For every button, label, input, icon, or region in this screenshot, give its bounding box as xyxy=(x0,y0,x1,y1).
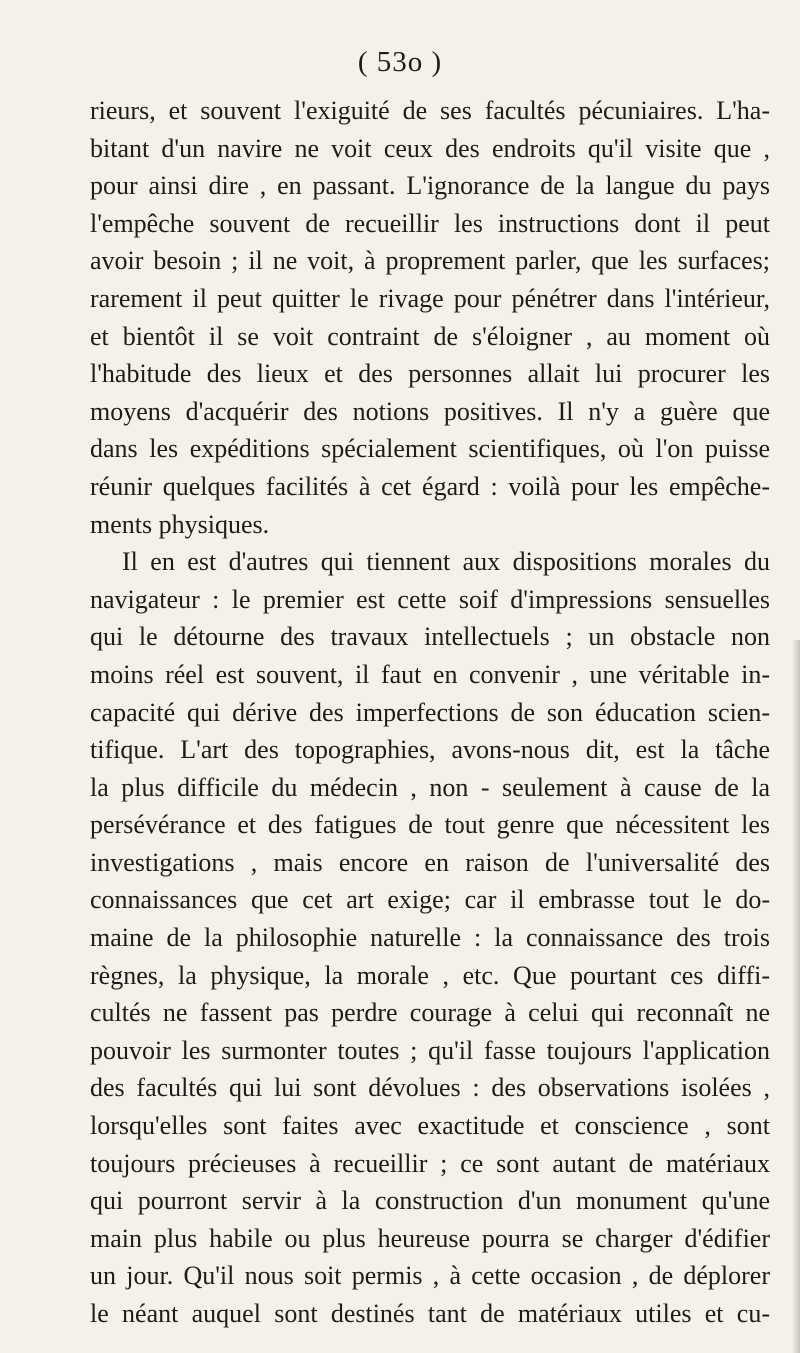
text-line: pouvoir les surmonter toutes ; qu'il fasse toujours l'application xyxy=(90,1035,770,1065)
text-line: investigations , mais encore en raison de l'universalité des xyxy=(90,847,770,877)
text-line: bitant d'un navire ne voit ceux des endroits qu'il visite que , xyxy=(90,133,770,163)
text-line: l'empêche souvent de recueillir les instructions dont il peut xyxy=(90,208,770,238)
paragraph-end-line: ments physiques. xyxy=(90,509,270,539)
text-line: la plus difficile du médecin , non - seulement à cause de la xyxy=(90,772,770,802)
text-line: main plus habile ou plus heureuse pourra se charger d'édifier xyxy=(90,1223,770,1253)
text-line: maine de la philosophie naturelle : la connaissance des trois xyxy=(90,923,770,953)
text-line: lorsqu'elles sont faites avec exactitude et conscience , sont xyxy=(90,1111,770,1141)
text-line: tifique. L'art des topographies, avons-nous dit, est la tâche xyxy=(90,735,770,765)
text-line: pour ainsi dire , en passant. L'ignorance de la langue du pays xyxy=(90,171,770,201)
text-line: l'habitude des lieux et des personnes allait lui procurer les xyxy=(90,359,770,389)
body-text xyxy=(90,92,770,1333)
text-line: qui le détourne des travaux intellectuels ; un obstacle non xyxy=(90,622,770,652)
text-line: capacité qui dérive des imperfections de son éducation scien- xyxy=(90,697,770,727)
text-line: le néant auquel sont destinés tant de matériaux utiles et cu- xyxy=(90,1299,770,1328)
text-line: qui pourront servir à la construction d'un monument qu'une xyxy=(90,1186,770,1216)
text-line: dans les expéditions spécialement scientifiques, où l'on puisse xyxy=(90,434,770,464)
text-line: navigateur : le premier est cette soif d'impressions sensuelles xyxy=(90,584,770,614)
text-line: toujours précieuses à recueillir ; ce sont autant de matériaux xyxy=(90,1148,770,1178)
text-line: avoir besoin ; il ne voit, à proprement parler, que les surfaces; xyxy=(90,246,770,276)
text-line: règnes, la physique, la morale , etc. Que pourtant ces diffi- xyxy=(90,960,770,990)
text-line: cultés ne fassent pas perdre courage à celui qui reconnaît ne xyxy=(90,998,770,1028)
text-line: rieurs, et souvent l'exiguité de ses facultés pécuniaires. L'ha- xyxy=(90,96,770,125)
text-line: rarement il peut quitter le rivage pour pénétrer dans l'intérieur, xyxy=(90,283,770,313)
text-line: moyens d'acquérir des notions positives. Il n'y a guère que xyxy=(90,396,770,426)
text-line: connaissances que cet art exige; car il embrasse tout le do- xyxy=(90,885,770,915)
text-line: persévérance et des fatigues de tout genre que nécessitent les xyxy=(90,810,770,840)
page-edge-shadow xyxy=(792,640,800,1353)
text-line: moins réel est souvent, il faut en convenir , une véritable in- xyxy=(90,659,770,689)
text-line: des facultés qui lui sont dévolues : des observations isolées , xyxy=(90,1073,770,1103)
text-line: et bientôt il se voit contraint de s'éloigner , au moment où xyxy=(90,321,770,351)
text-line: réunir quelques facilités à cet égard : voilà pour les empêche- xyxy=(90,471,770,501)
text-line: un jour. Qu'il nous soit permis , à cette occasion , de déplorer xyxy=(90,1261,770,1291)
paragraph-start-line: Il en est d'autres qui tiennent aux dispositions morales du xyxy=(122,547,770,577)
page-number: ( 53o ) xyxy=(357,46,443,78)
